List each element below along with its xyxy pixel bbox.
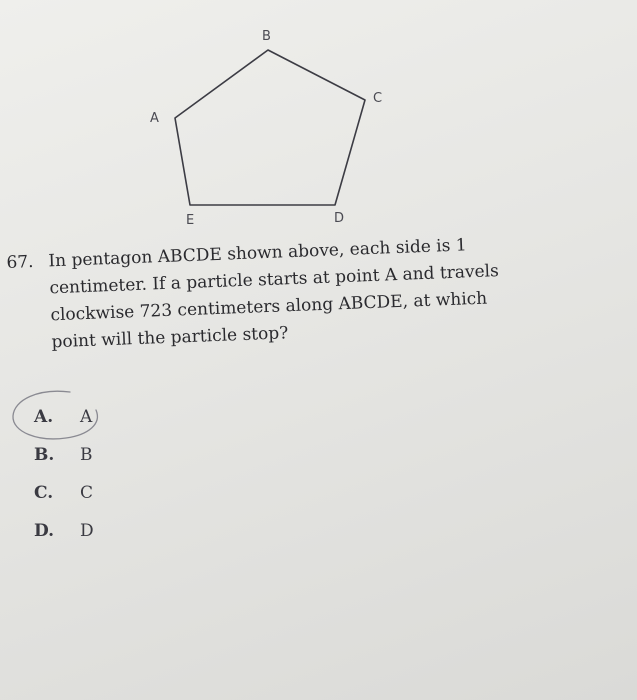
question-number: 67.	[6, 251, 34, 273]
choice-value: D	[80, 521, 94, 541]
pentagon-figure	[0, 0, 637, 240]
choice-value: B	[80, 445, 93, 465]
choice-d[interactable]	[34, 512, 94, 550]
choice-letter: A.	[34, 407, 54, 427]
pentagon-abcde	[175, 50, 365, 205]
vertex-label-a: A	[150, 111, 159, 126]
vertex-label-c: C	[373, 91, 383, 106]
choice-c[interactable]	[34, 474, 94, 512]
choice-letter: D.	[34, 521, 55, 541]
answer-choices	[34, 398, 94, 550]
choice-letter: C.	[34, 483, 54, 503]
choice-letter: B.	[34, 445, 55, 465]
question-67	[6, 231, 510, 358]
vertex-label-e: E	[186, 213, 195, 228]
vertex-label-d: D	[334, 211, 345, 226]
choice-value: A	[80, 407, 93, 427]
question-text: In pentagon ABCDE shown above, each side is 1 centimeter. If a particle starts at point A and travels clockwise 723 centimeters along ABCDE, at which point will the particle stop?	[48, 235, 500, 353]
choice-b[interactable]	[34, 436, 94, 474]
choice-value: C	[80, 483, 94, 503]
choice-a[interactable]	[34, 398, 94, 436]
vertex-label-b: B	[262, 29, 271, 44]
